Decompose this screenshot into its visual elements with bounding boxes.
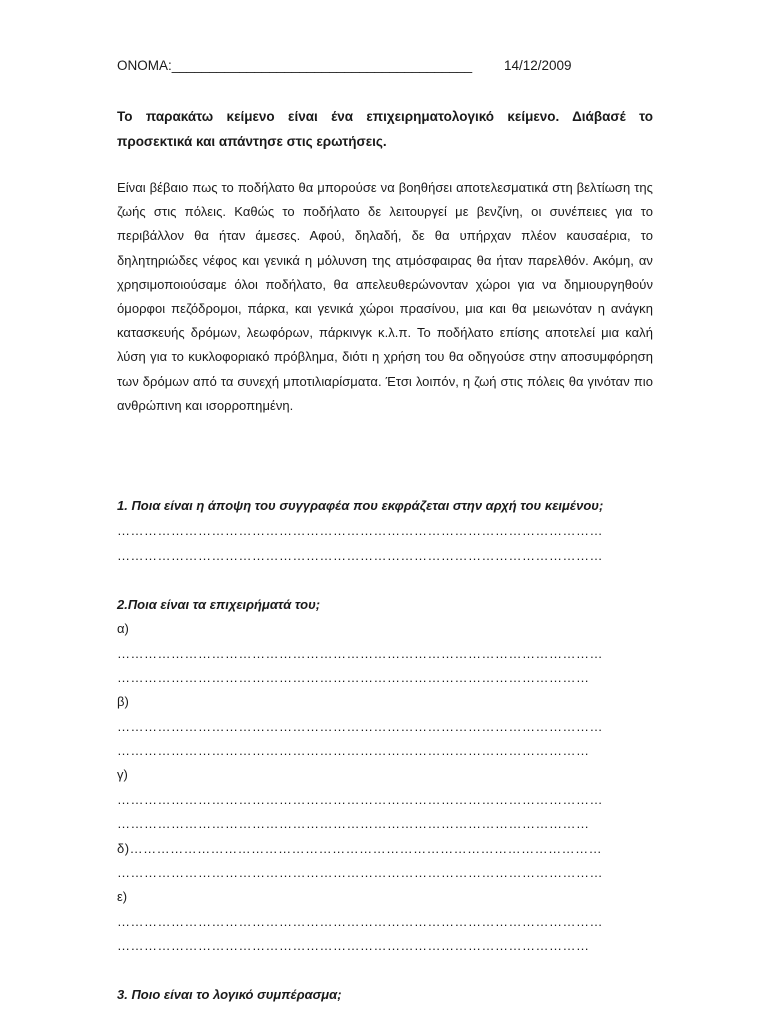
argument-label-e: ε) (117, 889, 128, 904)
answer-line[interactable]: …………………………………………………………………………………………… (117, 743, 590, 758)
argument-line-d[interactable]: δ)…………………………………………………………………………………………… (117, 841, 603, 856)
answer-line[interactable]: ……………………………………………………………………………………………… (117, 914, 603, 929)
question-1: 1. Ποια είναι η άποψη του συγγραφέα που εκφράζεται στην αρχή του κειμένου; (117, 498, 604, 513)
answer-line[interactable]: ……………………………………………………………………………………………… (117, 523, 603, 538)
argument-label-a: α) (117, 621, 129, 636)
passage-text: Είναι βέβαιο πως το ποδήλατο θα μπορούσε να βοηθήσει αποτελεσματικά στη βελτίωση της ζωής στις πόλεις. Καθώς το ποδήλατο δε λειτουργεί με βενζίνη, οι συνέπειες για το περιβάλλον θα ήταν άμεσες. Αφού, δηλαδή, δε θα υπήρχαν πλέον καυσαέρια, το δηλητηριώδες νέφος και γενικά η μόλυνση της ατμόσφαιρας θα ήταν παρελθόν. Ακόμη, αν χρησιμοποιούσαμε όλοι ποδήλατο, θα απελευθερώνονταν χώροι για να δημιουργηθούν όμορφοι πεζόδρομοι, πάρκα, και γενικά χώροι πρασίνου, μια και θα μειωνόταν η ανάγκη κατασκευής δρόμων, λεωφόρων, πάρκινγκ κ.λ.π. Το ποδήλατο επίσης αποτελεί μια καλή λύση για το κυκλοφοριακό πρόβλημα, διότι η χρήση του θα οδηγούσε στην αποσυμφόρηση των δρόμων από τα συνεχή μποτιλιαρίσματα. Έτσι λοιπόν, η ζωή στις πόλεις θα γινόταν πιο ανθρώπινη και ισορροπημένη. (117, 180, 653, 413)
answer-line[interactable]: …………………………………………………………………………………………… (117, 816, 590, 831)
name-field[interactable]: ΟΝΟΜΑ:________________________________________ (117, 58, 473, 73)
answer-line[interactable]: ……………………………………………………………………………………………… (117, 646, 603, 661)
answer-line[interactable]: ……………………………………………………………………………………………… (117, 548, 603, 563)
answer-line[interactable]: ……………………………………………………………………………………………… (117, 719, 603, 734)
question-3: 3. Ποιο είναι το λογικό συμπέρασμα; (117, 987, 342, 1002)
argument-label-b: β) (117, 694, 129, 709)
argument-label-c: γ) (117, 767, 128, 782)
date: 14/12/2009 (504, 58, 572, 73)
answer-line[interactable]: ……………………………………………………………………………………………… (117, 792, 603, 807)
header (117, 58, 653, 73)
question-2: 2.Ποια είναι τα επιχειρήματά του; (117, 597, 321, 612)
answer-line[interactable]: …………………………………………………………………………………………… (117, 670, 590, 685)
answer-line[interactable]: …………………………………………………………………………………………… (117, 938, 590, 953)
answer-line[interactable]: ……………………………………………………………………………………………… (117, 865, 603, 880)
instructions: Το παρακάτω κείμενο είναι ένα επιχειρηματολογικό κείμενο. Διάβασέ το προσεκτικά και απάντησε στις ερωτήσεις. (117, 109, 653, 149)
